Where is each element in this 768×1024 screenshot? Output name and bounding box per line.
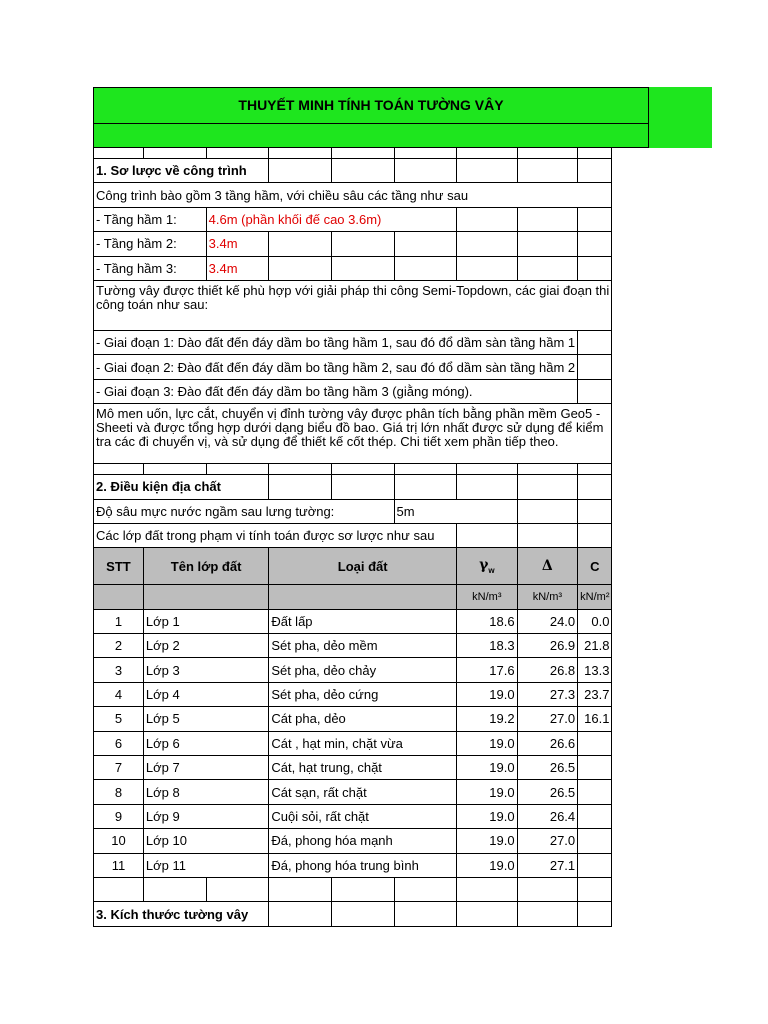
soil-cell-name[interactable]: Lớp 2 <box>143 634 268 658</box>
empty-cell[interactable] <box>578 207 612 231</box>
empty-cell[interactable] <box>457 256 518 280</box>
soil-cell-delta[interactable]: 26.5 <box>517 756 578 780</box>
empty-cell[interactable] <box>517 475 578 499</box>
empty-cell[interactable] <box>578 464 612 475</box>
empty-cell[interactable] <box>206 148 269 159</box>
soil-row <box>94 804 612 828</box>
soil-cell-name[interactable]: Lớp 4 <box>143 682 268 706</box>
stage-text[interactable]: - Giai đoạn 3: Đào đất đến đáy dầm bo tầng hầm 3 (giằng móng). <box>94 379 578 403</box>
level-label[interactable]: - Tầng hầm 1: <box>94 207 207 231</box>
soil-cell-c[interactable]: 0.0 <box>578 609 612 633</box>
empty-cell[interactable] <box>269 585 457 609</box>
soil-cell-stt[interactable]: 9 <box>94 804 144 828</box>
empty-row <box>94 877 612 901</box>
empty-cell[interactable] <box>94 585 144 609</box>
empty-cell[interactable] <box>517 207 578 231</box>
method-text[interactable]: Tường vây được thiết kế phù hợp với giải pháp thi công Semi-Topdown, các giai đoạn thi công toán như sau: <box>94 280 612 330</box>
calc-grid <box>93 147 612 927</box>
col-header-gamma[interactable]: $\gamma_w$ <box>457 548 518 585</box>
level-row <box>94 207 612 231</box>
soil-cell-delta[interactable]: 24.0 <box>517 609 578 633</box>
section1-intro[interactable]: Công trình bào gồm 3 tầng hầm, với chiều sâu các tầng như sau <box>94 183 612 207</box>
level-row <box>94 232 612 256</box>
empty-cell[interactable] <box>457 877 518 901</box>
empty-cell[interactable] <box>517 902 578 926</box>
empty-cell[interactable] <box>517 499 578 523</box>
soil-cell-delta[interactable]: 26.5 <box>517 780 578 804</box>
level-label[interactable]: - Tầng hầm 3: <box>94 256 207 280</box>
soil-cell-name[interactable]: Lớp 11 <box>143 853 268 877</box>
soil-cell-c[interactable] <box>578 804 612 828</box>
empty-cell[interactable] <box>331 256 394 280</box>
empty-cell[interactable] <box>331 148 394 159</box>
empty-cell[interactable] <box>457 232 518 256</box>
section2-heading[interactable]: 2. Điều kiện địa chất <box>94 475 269 499</box>
soil-cell-gamma[interactable]: 18.6 <box>457 609 518 633</box>
soil-cell-stt[interactable]: 5 <box>94 707 144 731</box>
level-value[interactable]: 4.6m (phần khối đế cao 3.6m) <box>206 207 456 231</box>
soil-cell-stt[interactable]: 10 <box>94 829 144 853</box>
soil-cell-gamma[interactable]: 17.6 <box>457 658 518 682</box>
soil-cell-gamma[interactable]: 19.0 <box>457 682 518 706</box>
empty-cell[interactable] <box>517 877 578 901</box>
empty-cell[interactable] <box>457 207 518 231</box>
soil-cell-name[interactable]: Lớp 6 <box>143 731 268 755</box>
empty-cell[interactable] <box>578 148 612 159</box>
soil-cell-type[interactable]: Cát , hạt min, chặt vừa <box>269 731 457 755</box>
empty-cell[interactable] <box>457 464 518 475</box>
unit-delta[interactable]: kN/m³ <box>517 585 578 609</box>
soil-row <box>94 780 612 804</box>
empty-cell[interactable] <box>578 355 612 379</box>
soil-cell-delta[interactable]: 26.8 <box>517 658 578 682</box>
empty-cell[interactable] <box>394 877 457 901</box>
soil-cell-c[interactable] <box>578 780 612 804</box>
empty-cell[interactable] <box>269 256 332 280</box>
soil-cell-name[interactable]: Lớp 7 <box>143 756 268 780</box>
stage-text[interactable]: - Giai đoạn 1: Dào đất đến đáy dầm bo tầng hầm 1, sau đó đổ dầm sàn tầng hầm 1 <box>94 330 578 354</box>
empty-cell[interactable] <box>517 523 578 547</box>
col-header-c[interactable]: C <box>578 548 612 585</box>
soil-table-header <box>94 548 612 585</box>
soil-cell-gamma[interactable]: 19.0 <box>457 756 518 780</box>
soil-cell-delta[interactable]: 26.6 <box>517 731 578 755</box>
soil-cell-type[interactable]: Sét pha, dẻo chảy <box>269 658 457 682</box>
empty-cell[interactable] <box>457 475 518 499</box>
empty-cell[interactable] <box>457 159 518 183</box>
empty-cell[interactable] <box>517 464 578 475</box>
soil-cell-type[interactable]: Đất lấp <box>269 609 457 633</box>
empty-cell[interactable] <box>94 464 144 475</box>
soil-cell-c[interactable] <box>578 756 612 780</box>
empty-cell[interactable] <box>143 148 206 159</box>
soil-cell-stt[interactable]: 8 <box>94 780 144 804</box>
soil-cell-gamma[interactable]: 19.0 <box>457 804 518 828</box>
soil-cell-c[interactable] <box>578 731 612 755</box>
col-header-delta[interactable]: Δ <box>517 548 578 585</box>
soil-cell-delta[interactable]: 27.0 <box>517 707 578 731</box>
empty-cell[interactable] <box>457 148 518 159</box>
soil-cell-c[interactable]: 13.3 <box>578 658 612 682</box>
empty-cell[interactable] <box>578 379 612 403</box>
stage-row <box>94 379 612 403</box>
section1-heading[interactable]: 1. Sơ lược về công trình <box>94 159 269 183</box>
soil-cell-type[interactable]: Đá, phong hóa mạnh <box>269 829 457 853</box>
empty-cell[interactable] <box>457 902 518 926</box>
unit-c[interactable]: kN/m² <box>578 585 612 609</box>
soil-table-units <box>94 585 612 609</box>
soil-row <box>94 609 612 633</box>
water-label[interactable]: Độ sâu mực nước ngầm sau lưng tường: <box>94 499 395 523</box>
empty-cell[interactable] <box>457 523 518 547</box>
soil-cell-name[interactable]: Lớp 10 <box>143 829 268 853</box>
section2-heading-row <box>94 475 612 499</box>
soil-row <box>94 682 612 706</box>
empty-cell[interactable] <box>143 585 268 609</box>
soil-cell-type[interactable]: Cát, hạt trung, chặt <box>269 756 457 780</box>
empty-cell[interactable] <box>578 475 612 499</box>
empty-cell[interactable] <box>94 877 144 901</box>
soil-cell-delta[interactable]: 26.9 <box>517 634 578 658</box>
empty-cell[interactable] <box>269 902 332 926</box>
analysis-text[interactable]: Mô men uốn, lực cắt, chuyển vị đỉnh tường vây được phân tích bằng phần mềm Geo5 - Sheeti và được tổng hợp dưới dạng biểu đồ bao. Giá trị lớn nhất được sử dụng để kiểm tra các đi chuyển vị, và sử dụng để thiết kế cốt thép. Chi tiết xem phần tiếp theo. <box>94 404 612 464</box>
soil-cell-c[interactable] <box>578 853 612 877</box>
soil-cell-delta[interactable]: 27.3 <box>517 682 578 706</box>
empty-cell[interactable] <box>578 523 612 547</box>
soil-cell-gamma[interactable]: 19.0 <box>457 853 518 877</box>
col-header-stt[interactable]: STT <box>94 548 144 585</box>
soil-cell-name[interactable]: Lớp 9 <box>143 804 268 828</box>
empty-cell[interactable] <box>394 232 457 256</box>
soil-cell-stt[interactable]: 3 <box>94 658 144 682</box>
soil-cell-c[interactable] <box>578 829 612 853</box>
section1-heading-row <box>94 159 612 183</box>
empty-cell[interactable] <box>578 902 612 926</box>
soil-cell-stt[interactable]: 4 <box>94 682 144 706</box>
empty-cell[interactable] <box>269 475 332 499</box>
soil-cell-c[interactable]: 16.1 <box>578 707 612 731</box>
empty-cell[interactable] <box>331 159 394 183</box>
soil-cell-gamma[interactable]: 19.0 <box>457 731 518 755</box>
col-header-type[interactable]: Loại đất <box>269 548 457 585</box>
soil-cell-type[interactable]: Cát sạn, rất chặt <box>269 780 457 804</box>
soil-cell-gamma[interactable]: 19.2 <box>457 707 518 731</box>
sheet-title[interactable]: THUYẾT MINH TÍNH TOÁN TƯỜNG VÂY <box>238 97 504 113</box>
empty-cell[interactable] <box>143 877 206 901</box>
soil-cell-name[interactable]: Lớp 3 <box>143 658 268 682</box>
empty-cell[interactable] <box>94 148 144 159</box>
soil-row <box>94 829 612 853</box>
section3-heading[interactable]: 3. Kích thước tường vây <box>94 902 269 926</box>
spacer-row <box>94 148 612 159</box>
soil-cell-c[interactable]: 21.8 <box>578 634 612 658</box>
empty-cell[interactable] <box>394 464 457 475</box>
soil-cell-delta[interactable]: 27.0 <box>517 829 578 853</box>
unit-gamma[interactable]: kN/m³ <box>457 585 518 609</box>
soil-intro[interactable]: Các lớp đất trong phạm vi tính toán được sơ lược như sau <box>94 523 457 547</box>
empty-cell[interactable] <box>578 159 612 183</box>
soil-cell-stt[interactable]: 2 <box>94 634 144 658</box>
empty-cell[interactable] <box>269 232 332 256</box>
soil-cell-stt[interactable]: 11 <box>94 853 144 877</box>
soil-cell-gamma[interactable]: 19.0 <box>457 780 518 804</box>
soil-cell-gamma[interactable]: 19.0 <box>457 829 518 853</box>
empty-cell[interactable] <box>517 256 578 280</box>
empty-cell[interactable] <box>331 232 394 256</box>
empty-cell[interactable] <box>143 464 206 475</box>
empty-cell[interactable] <box>269 148 332 159</box>
empty-cell[interactable] <box>331 475 394 499</box>
section3-heading-row <box>94 902 612 926</box>
soil-cell-stt[interactable]: 6 <box>94 731 144 755</box>
soil-cell-name[interactable]: Lớp 5 <box>143 707 268 731</box>
soil-cell-stt[interactable]: 1 <box>94 609 144 633</box>
empty-cell[interactable] <box>517 232 578 256</box>
soil-cell-name[interactable]: Lớp 8 <box>143 780 268 804</box>
soil-row <box>94 731 612 755</box>
empty-cell[interactable] <box>331 464 394 475</box>
empty-cell[interactable] <box>578 499 612 523</box>
soil-row <box>94 658 612 682</box>
empty-cell[interactable] <box>206 464 269 475</box>
empty-cell[interactable] <box>578 232 612 256</box>
stage-row <box>94 355 612 379</box>
level-value[interactable]: 3.4m <box>206 232 269 256</box>
soil-cell-name[interactable]: Lớp 1 <box>143 609 268 633</box>
soil-cell-type[interactable]: Sét pha, dẻo mềm <box>269 634 457 658</box>
level-value[interactable]: 3.4m <box>206 256 269 280</box>
empty-cell[interactable] <box>517 159 578 183</box>
soil-cell-delta[interactable]: 26.4 <box>517 804 578 828</box>
soil-cell-delta[interactable]: 27.1 <box>517 853 578 877</box>
stage-row <box>94 330 612 354</box>
empty-cell[interactable] <box>269 877 332 901</box>
empty-cell[interactable] <box>331 877 394 901</box>
soil-cell-gamma[interactable]: 18.3 <box>457 634 518 658</box>
soil-row <box>94 756 612 780</box>
water-value[interactable]: 5m <box>394 499 517 523</box>
soil-cell-type[interactable]: Sét pha, dẻo cứng <box>269 682 457 706</box>
soil-cell-type[interactable]: Đá, phong hóa trung bình <box>269 853 457 877</box>
empty-cell[interactable] <box>578 256 612 280</box>
empty-cell[interactable] <box>394 475 457 499</box>
empty-cell[interactable] <box>517 148 578 159</box>
soil-row <box>94 707 612 731</box>
empty-cell[interactable] <box>394 256 457 280</box>
soil-cell-type[interactable]: Cuội sỏi, rất chặt <box>269 804 457 828</box>
empty-cell[interactable] <box>269 464 332 475</box>
col-header-name[interactable]: Tên lớp đất <box>143 548 268 585</box>
empty-cell[interactable] <box>578 330 612 354</box>
level-row <box>94 256 612 280</box>
stage-text[interactable]: - Giai đoạn 2: Đào đất đến đáy dầm bo tầng hầm 2, sau đó đổ dầm sàn tầng hầm 2 <box>94 355 578 379</box>
empty-cell[interactable] <box>394 902 457 926</box>
soil-cell-c[interactable]: 23.7 <box>578 682 612 706</box>
empty-cell[interactable] <box>394 159 457 183</box>
empty-cell[interactable] <box>394 148 457 159</box>
soil-cell-stt[interactable]: 7 <box>94 756 144 780</box>
soil-cell-type[interactable]: Cát pha, dẻo <box>269 707 457 731</box>
empty-cell[interactable] <box>578 877 612 901</box>
empty-cell[interactable] <box>331 902 394 926</box>
empty-cell[interactable] <box>269 159 332 183</box>
soil-row <box>94 634 612 658</box>
soil-row <box>94 853 612 877</box>
empty-cell[interactable] <box>206 877 269 901</box>
level-label[interactable]: - Tầng hầm 2: <box>94 232 207 256</box>
